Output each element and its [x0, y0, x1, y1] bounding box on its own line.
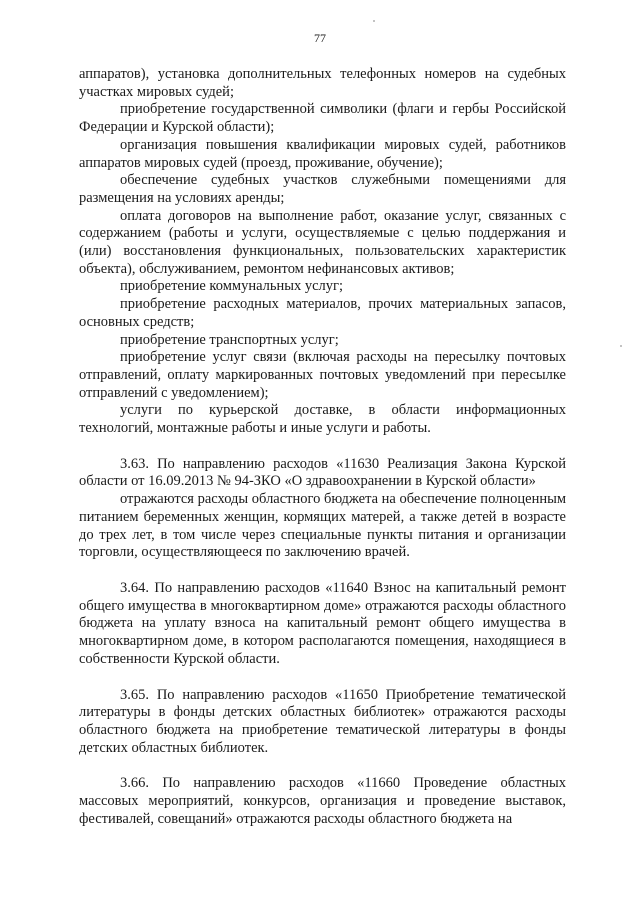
page-number: 77	[314, 31, 326, 45]
list-item-communication: приобретение услуг связи (включая расходы на пересылку почтовых отправлений, оплату маркированных почтовых уведомлений при пересылке отправлений с уведомлением);	[79, 349, 566, 401]
section-3-66: 3.66. По направлению расходов «11660 Проведение областных массовых мероприятий, конкурсов, организация и проведение выставок, фестивалей, совещаний» отражаются расходы областного бюджета на	[79, 775, 566, 827]
list-item-courier: услуги по курьерской доставке, в области информационных технологий, монтажные работы и иные услуги и работы.	[79, 402, 566, 437]
list-item-transport: приобретение транспортных услуг;	[120, 331, 339, 348]
document-body	[79, 66, 566, 828]
scan-speck	[373, 20, 375, 22]
section-3-63-heading: 3.63. По направлению расходов «11630 Реализация Закона Курской области от 16.09.2013 № 94-ЗКО «О здравоохранении в Курской области»	[79, 455, 566, 490]
list-item-qualification: организация повышения квалификации мировых судей, работников аппаратов мировых судей (проезд, проживание, обучение);	[79, 136, 566, 171]
list-item-premises: обеспечение судебных участков служебными помещениями для размещения на условиях аренды;	[79, 172, 566, 206]
section-3-63-body: отражаются расходы областного бюджета на обеспечение полноценным питанием беременных женщин, кормящих матерей, а также детей в возрасте до трех лет, в том числе через специальные пункты питания и организации торговли, осуществляющееся по заключению врачей.	[79, 491, 567, 561]
section-3-64: 3.64. По направлению расходов «11640 Взнос на капитальный ремонт общего имущества в многоквартирном доме» отражаются расходы областного бюджета на уплату взноса на капитальный ремонт общего имущества в многоквартирном доме, в котором располагаются помещения, находящиеся в собственности Курской области.	[79, 579, 566, 667]
list-item-state-symbols: приобретение государственной символики (флаги и гербы Российской Федерации и Курской области);	[79, 101, 566, 136]
list-item-contracts: оплата договоров на выполнение работ, оказание услуг, связанных с содержанием (работы и услуги, осуществляемые с целью поддержания и (или) восстановления функциональных, пользовательских характеристик объекта), обслуживанием, ремонтом нефинансовых активов;	[79, 207, 566, 277]
list-item-materials: приобретение расходных материалов, прочих материальных запасов, основных средств;	[79, 296, 566, 330]
list-item-utilities: приобретение коммунальных услуг;	[120, 278, 344, 295]
paragraph-continuation: аппаратов), установка дополнительных телефонных номеров на судебных участках мировых судей;	[79, 66, 566, 100]
section-3-65: 3.65. По направлению расходов «11650 Приобретение тематической литературы в фонды детских областных библиотек» отражаются расходы областного бюджета на приобретение тематической литературы в фонды детских областных библиотек.	[79, 686, 566, 756]
scan-speck	[620, 345, 622, 347]
